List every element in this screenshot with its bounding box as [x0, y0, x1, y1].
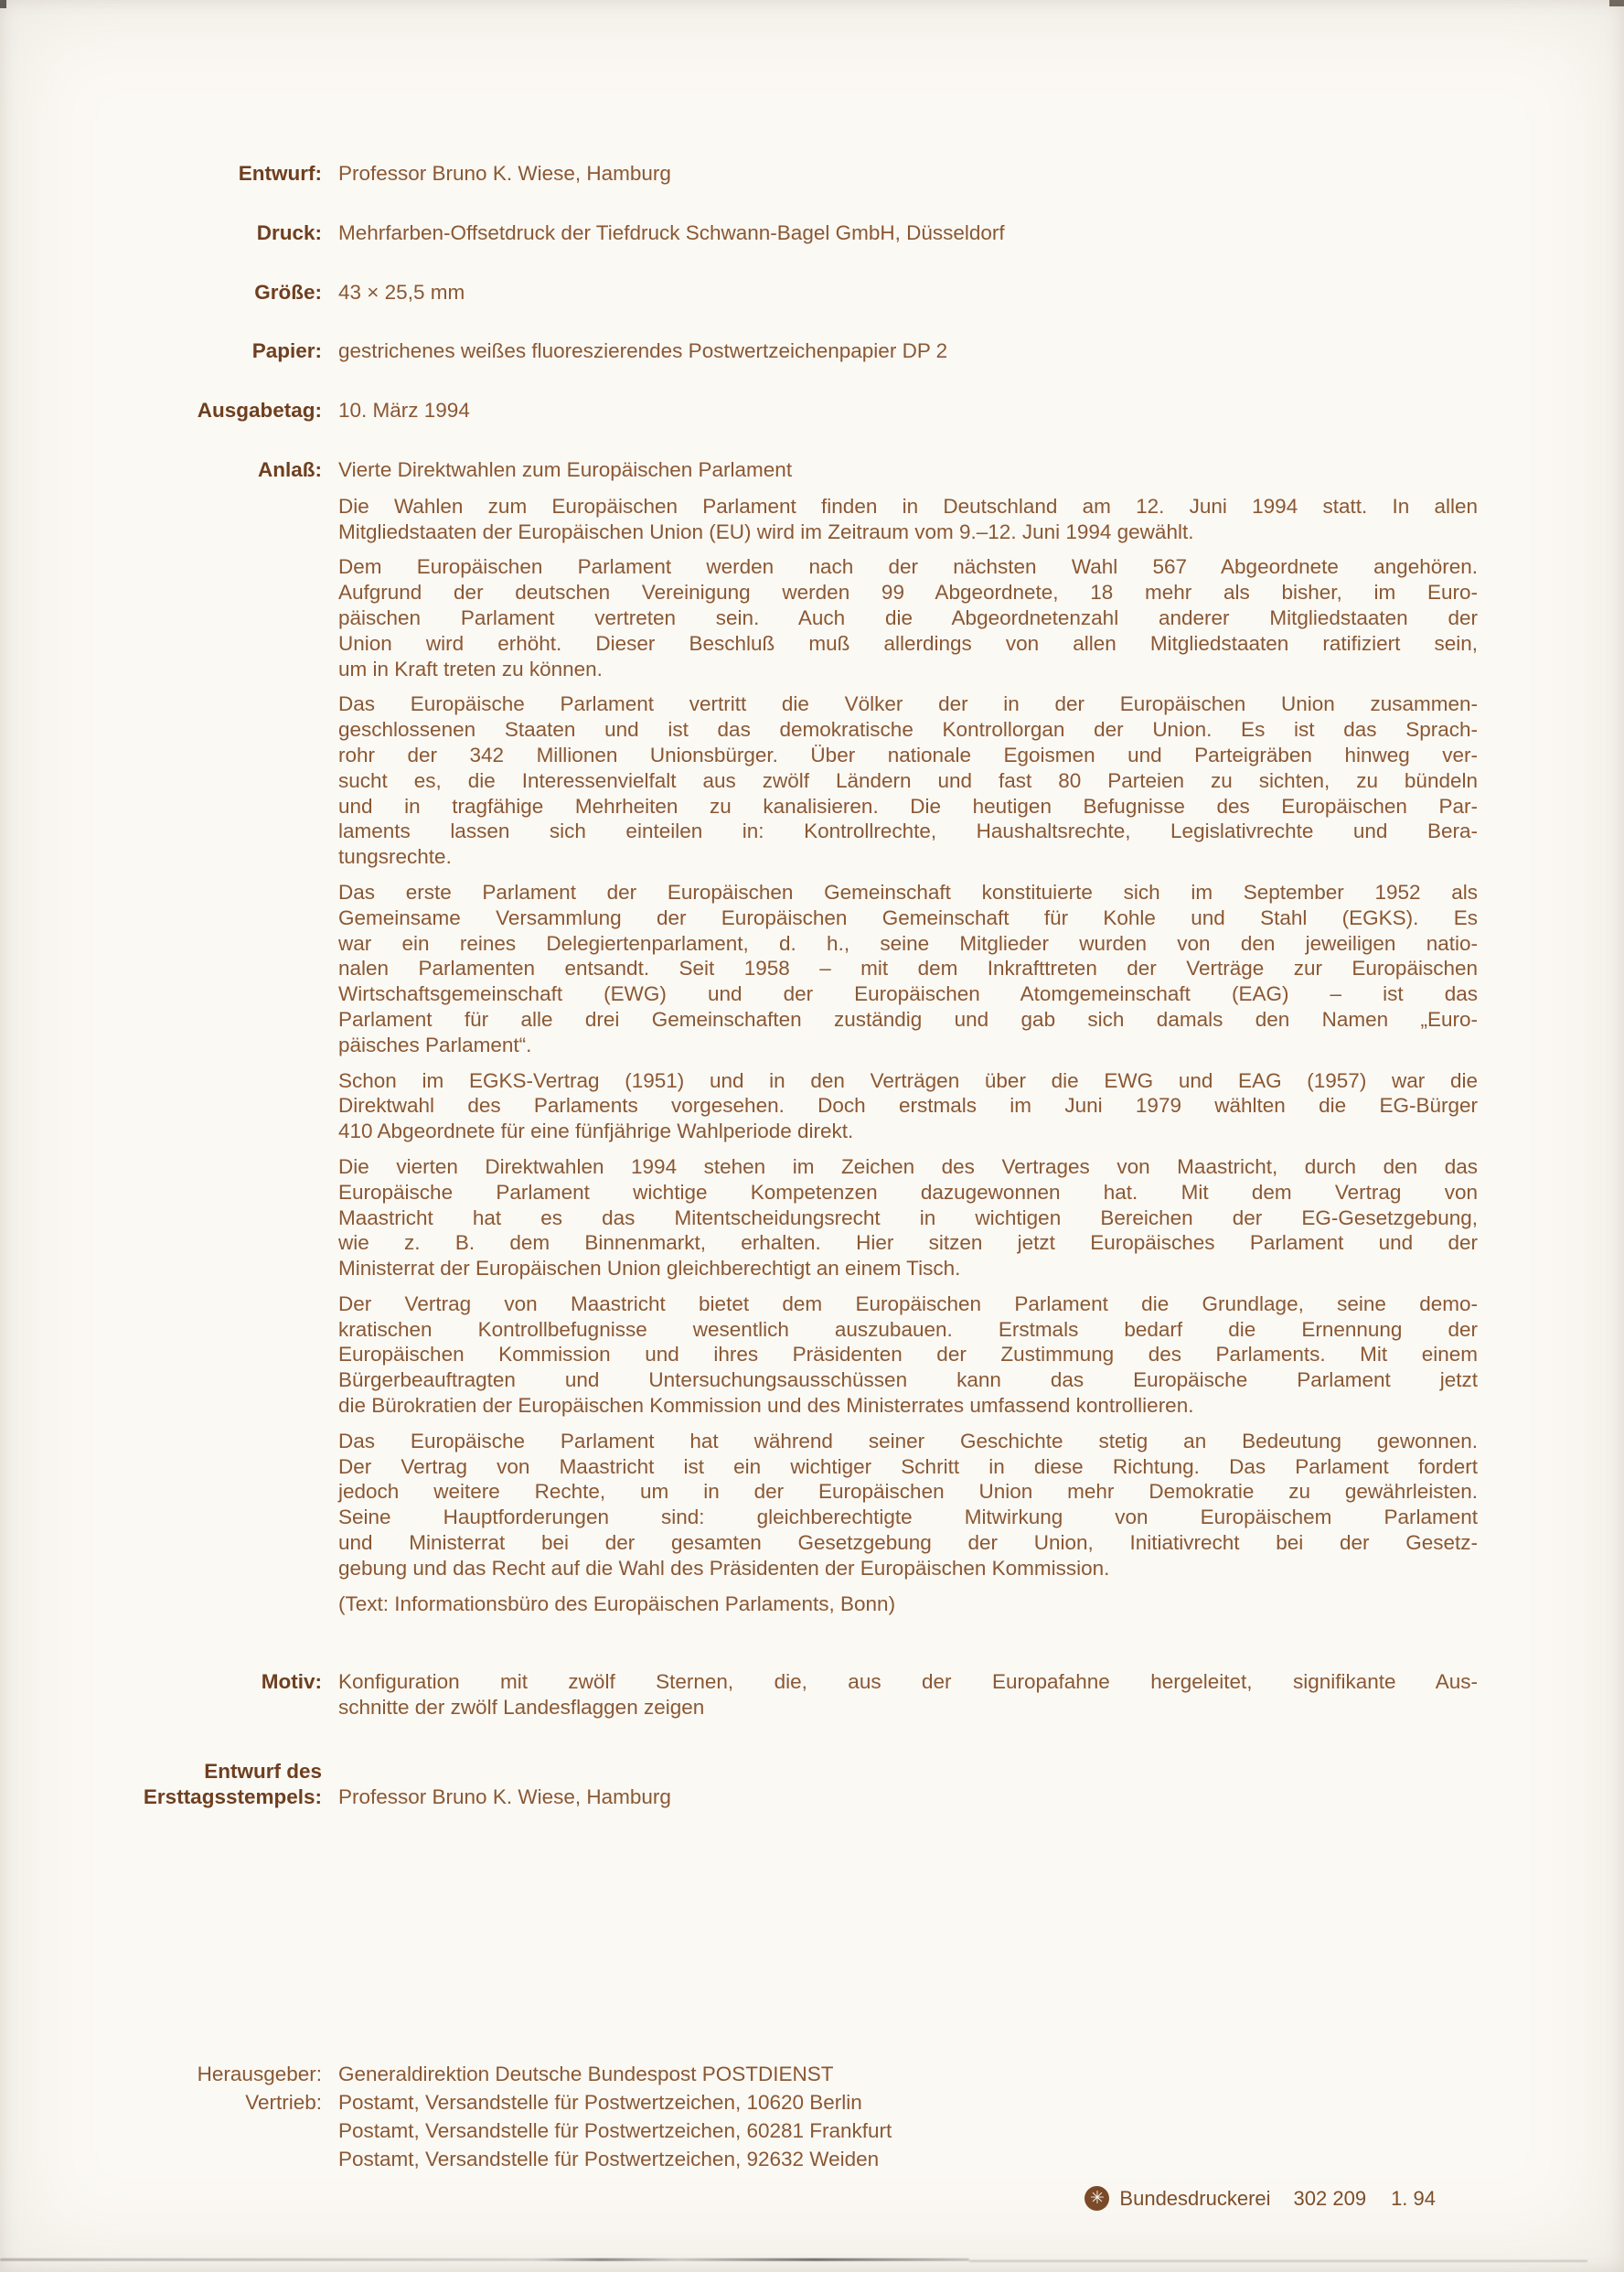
paragraph-line: um in Kraft treten zu können. [338, 657, 603, 681]
field-value: Professor Bruno K. Wiese, Hamburg [338, 1784, 671, 1808]
stamp-label-line1: Entwurf des [204, 1760, 322, 1784]
paragraph-line: Das Europäische Parlament vertritt die Völker der in der Europäischen Union zusammen- [338, 692, 1478, 716]
bundesdruckerei-logo-icon: ✳ [1084, 2186, 1109, 2211]
printer-date-code: 1. 94 [1391, 2186, 1436, 2210]
motiv-line: schnitte der zwölf Landesflaggen zeigen [338, 1696, 705, 1720]
field-row-anlass [91, 457, 1478, 1616]
paragraph [338, 1068, 1478, 1144]
vertrieb-line: Postamt, Versandstelle für Postwertzeichen, 10620 Berlin [338, 2091, 862, 2114]
paragraph-line: Das Europäische Parlament hat während seiner Geschichte stetig an Bedeutung gewonnen. [338, 1429, 1478, 1452]
paragraph-line: jedoch weitere Rechte, um in der Europäischen Union mehr Demokratie zu gewährleisten. [338, 1480, 1478, 1504]
paragraph-line: Schon im EGKS-Vertrag (1951) und in den Verträgen über die EWG und EAG (1957) war die [338, 1068, 1478, 1092]
paragraph [338, 494, 1478, 545]
paragraph-line: Der Vertrag von Maastricht bietet dem Europäischen Parlament die Grundlage, seine demo- [338, 1291, 1478, 1315]
vertrieb-line: Postamt, Versandstelle für Postwertzeichen, 60281 Frankfurt [338, 2119, 892, 2142]
publisher-block [91, 2060, 1478, 2173]
paragraph-line: gebung und das Recht auf die Wahl des Präsidenten der Europäischen Kommission. [338, 1556, 1110, 1580]
paragraph [338, 1154, 1478, 1281]
paragraph-line: Der Vertrag von Maastricht ist ein wichtiger Schritt in diese Richtung. Das Parlament fordert [338, 1454, 1478, 1478]
document-body [91, 161, 1478, 1810]
herausgeber-row [91, 2060, 1478, 2088]
scan-artifact-top-left [0, 0, 6, 8]
paragraph [338, 880, 1478, 1058]
paragraph-line: und Ministerrat bei der gesamten Gesetzgebung der Union, Initiativrecht bei der Gesetz- [338, 1531, 1478, 1555]
paragraph-line: geschlossenen Staaten und ist das demokratische Kontrollorgan der Union. Es ist das Sprach- [338, 718, 1478, 742]
vertrieb-row [91, 2088, 1478, 2173]
paragraph-line: nalen Parlamenten entsandt. Seit 1958 – mit dem Inkrafttreten der Verträge zur Europäischen [338, 957, 1478, 981]
paragraph-line: Direktwahl des Parlaments vorgesehen. Doch erstmals im Juni 1979 wählten die EG-Bürger [338, 1094, 1478, 1118]
field-label: Anlaß: [258, 457, 322, 481]
paragraph-line: Ministerrat der Europäischen Union gleichberechtigt an einem Tisch. [338, 1257, 961, 1281]
paragraph-line: Aufgrund der deutschen Vereinigung werden 99 Abgeordnete, 18 mehr als bisher, im Euro- [338, 581, 1478, 605]
field-row-groesse [91, 280, 1478, 305]
printer-name: Bundesdruckerei [1119, 2186, 1271, 2210]
field-value: 43 × 25,5 mm [338, 280, 465, 304]
paragraph-line: 410 Abgeordnete für eine fünfjährige Wahlperiode direkt. [338, 1120, 854, 1143]
field-label: Vertrieb: [245, 2091, 322, 2114]
paragraph-line: die Bürokratien der Europäischen Kommission und des Ministerrates umfassend kontrollieren. [338, 1394, 1194, 1418]
paragraph-line: und in tragfähige Mehrheiten zu kanalisieren. Die heutigen Befugnisse des Europäischen Par- [338, 794, 1478, 818]
paragraph [338, 1429, 1478, 1581]
paragraph [338, 1291, 1478, 1419]
paragraph-line: laments lassen sich einteilen in: Kontrollrechte, Haushaltsrechte, Legislativrechte und Bera- [338, 820, 1478, 843]
paragraph-line: Maastricht hat es das Mitentscheidungsrecht in wichtigen Bereichen der EG-Gesetzgebung, [338, 1206, 1478, 1229]
paragraph-line: Gemeinsame Versammlung der Europäischen Gemeinschaft für Kohle und Stahl (EGKS). Es [338, 906, 1478, 929]
paragraph-line: Die vierten Direktwahlen 1994 stehen im Zeichen des Vertrages von Maastricht, durch den das [338, 1154, 1478, 1178]
paragraph-line: Europäische Parlament wichtige Kompetenzen dazugewonnen hat. Mit dem Vertrag von [338, 1180, 1478, 1204]
body-paragraphs [338, 494, 1478, 1617]
field-row-ausgabetag [91, 398, 1478, 423]
paragraph-line: Seine Hauptforderungen sind: gleichberechtigte Mitwirkung von Europäischem Parlament [338, 1506, 1478, 1529]
paragraph-line: kratischen Kontrollbefugnisse wesentlich auszubauen. Erstmals bedarf die Ernennung der [338, 1317, 1478, 1341]
paragraph-line: Wirtschaftsgemeinschaft (EWG) und der Europäischen Atomgemeinschaft (EAG) – ist das [338, 982, 1478, 1006]
paragraph [338, 691, 1478, 870]
field-label: Ausgabetag: [197, 399, 322, 423]
paragraph-line: Union wird erhöht. Dieser Beschluß muß allerdings von allen Mitgliedstaaten ratifiziert sein, [338, 631, 1478, 655]
field-label: Herausgeber: [197, 2063, 322, 2085]
paragraph-line: Dem Europäischen Parlament werden nach der nächsten Wahl 567 Abgeordnete angehören. [338, 555, 1478, 579]
scan-artifact-bottom-right [969, 2260, 1587, 2262]
field-label: Motiv: [261, 1670, 322, 1694]
field-row-motiv [91, 1669, 1478, 1720]
paragraph [338, 1591, 1478, 1617]
printer-imprint [1084, 2186, 1436, 2211]
paragraph-line: Parlament für alle drei Gemeinschaften zuständig und gab sich damals den Namen „Euro- [338, 1007, 1478, 1031]
paragraph-line: Bürgerbeauftragten und Untersuchungsausschüssen kann das Europäische Parlament jetzt [338, 1368, 1478, 1392]
field-value: Mehrfarben-Offsetdruck der Tiefdruck Schwann-Bagel GmbH, Düsseldorf [338, 220, 1005, 244]
stamp-label-line2: Ersttagsstempels: [143, 1784, 322, 1808]
field-row-ersttagsstempel [91, 1759, 1478, 1810]
field-label: Druck: [256, 220, 322, 244]
field-label: Größe: [254, 280, 322, 304]
paragraph [338, 554, 1478, 681]
vertrieb-line: Postamt, Versandstelle für Postwertzeichen, 92632 Weiden [338, 2148, 880, 2170]
anlass-heading: Vierte Direktwahlen zum Europäischen Parlament [338, 457, 793, 481]
motiv-line: Konfiguration mit zwölf Sternen, die, aus der Europafahne hergeleitet, signifikante Aus- [338, 1670, 1478, 1694]
field-row-entwurf [91, 161, 1478, 187]
paragraph-line: sucht es, die Interessenvielfalt aus zwölf Ländern und fast 80 Parteien zu sichten, zu bündeln [338, 768, 1478, 792]
field-row-druck [91, 220, 1478, 246]
paragraph-line: päisches Parlament“. [338, 1033, 532, 1056]
paragraph-line: Europäischen Kommission und ihres Präsidenten der Zustimmung des Parlaments. Mit einem [338, 1343, 1478, 1366]
paragraph-line: Die Wahlen zum Europäischen Parlament finden in Deutschland am 12. Juni 1994 statt. In allen [338, 494, 1478, 518]
field-label: Entwurf: [238, 162, 322, 185]
paragraph-line: rohr der 342 Millionen Unionsbürger. Über nationale Egoismen und Parteigräben hinweg ver- [338, 743, 1478, 766]
paragraph-line: päischen Parlament vertreten sein. Auch die Abgeordnetenzahl anderer Mitgliedstaaten der [338, 606, 1478, 629]
printer-number: 302 209 [1293, 2186, 1367, 2210]
field-value: 10. März 1994 [338, 399, 470, 423]
scan-artifact-top-right [1609, 0, 1624, 6]
scan-artifact-bottom [0, 2258, 969, 2261]
field-label [91, 1759, 338, 1810]
paragraph-line: (Text: Informationsbüro des Europäischen Parlaments, Bonn) [338, 1591, 896, 1615]
paragraph-line: wie z. B. dem Binnenmarkt, erhalten. Hier sitzen jetzt Europäisches Parlament und der [338, 1231, 1478, 1255]
paragraph-line: war ein reines Delegiertenparlament, d. h., seine Mitglieder wurden von den jeweiligen natio- [338, 931, 1478, 955]
paragraph-line: tungsrechte. [338, 845, 452, 869]
field-value: Professor Bruno K. Wiese, Hamburg [338, 162, 671, 185]
field-value: gestrichenes weißes fluoreszierendes Postwertzeichenpapier DP 2 [338, 339, 948, 363]
paragraph-line: Mitgliedstaaten der Europäischen Union (EU) wird im Zeitraum vom 9.–12. Juni 1994 gewählt. [338, 520, 1194, 543]
field-value: Generaldirektion Deutsche Bundespost POSTDIENST [338, 2063, 834, 2085]
field-row-papier [91, 338, 1478, 364]
field-label: Papier: [251, 339, 322, 363]
paragraph-line: Das erste Parlament der Europäischen Gemeinschaft konstituierte sich im September 1952 als [338, 880, 1478, 904]
